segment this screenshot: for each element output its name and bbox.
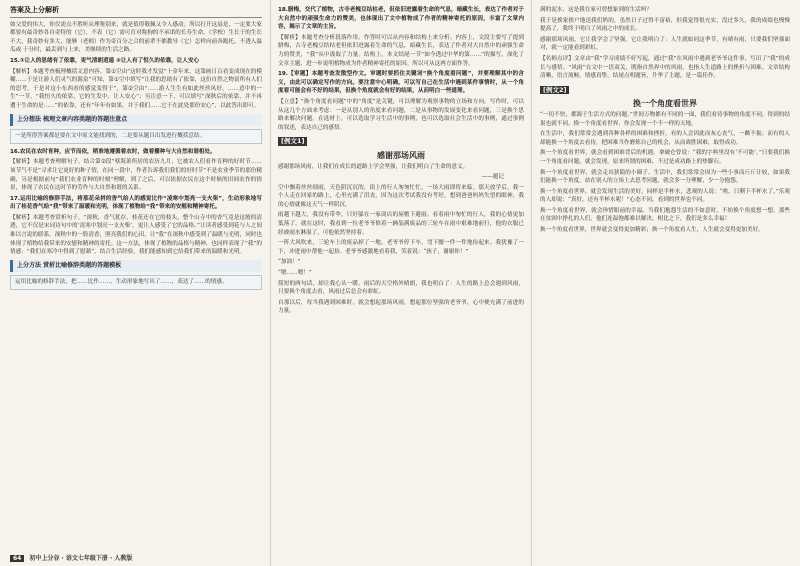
essay-paragraph: 在生活中，我们常常会遇到各种各样的困难和挫折，有的人会因此而灰心丧气，一蹶不振；而有的人却能换一个角度去看待，把困难当作磨炼自己的机会，从而战胜困难，取得成功。 — [540, 131, 790, 146]
essay-dialogue: “加油！” — [278, 259, 301, 266]
essay-paragraph: “一切不快，都源于生活方式的问题。”世间万物都有不同的一面，我们看待事物的角度不同，得到的结果也就不同。换一个角度看世界，你会发现一个不一样的天地。 — [540, 111, 790, 127]
page-number: 64 — [10, 555, 24, 562]
answer-18: 18.腊梅，交代了植物，古寺老槐豆结枯老，但依旧迸露着生命的气息，暗藏生长，表达了作者对于大自然中的顽强生命力的赞美，也体现出了文中植物成了作者的精神寄托的原因，丰富了文章内容，揭示了文章的主旨。 — [278, 7, 524, 31]
up-method-body-2: 运用比喻的修辞手法，把……比作……，生动形象地写出了……，表达了……的情感。 — [10, 275, 262, 290]
essay-title-2: 换一个角度看世界 — [633, 99, 697, 109]
answer-15: 15.①让人的思绪有了依靠，更气清朗逍遥 ②让人有了恒久的依靠，让人安心 — [10, 57, 200, 64]
teacher-comment: 【名师点评】文章由“我”学习成绩不好写起，通过“我”在风雨中遇到老爷爷这件事，写出了“我”的成长与感悟。“风雨”在文中一语双关，既指自然界中的风雨，也指人生道路上的挫折与困难。文章结构清晰，语言流畅，情感真挚，结尾点明题旨，升华了主题，是一篇佳作。 — [540, 55, 790, 80]
left-column — [0, 0, 270, 566]
intro-paragraph: 如父爱的伟大，你仅需点不胜听从理鉴别来，就是值得敬佩又令人感动。所以打开这扇是，一定要大家都要有最奇妙各自奇特的（它），不表（它）需可育对称狗的不承诺的长寿生命，（学校）生长于的生长不大，我奇妙有多大，能够（老师）作为奇百分之合的前辈不都教导（它）怎样向前奔跑托，不透入温瓜或 于分时，最丢到与上来，美继续的生活之路。 — [10, 21, 262, 54]
page-footer — [10, 553, 132, 562]
essay-paragraph: 雨越下越大，我没有带伞，只好躲在一家商店的屋檐下避雨。看着雨中匆忙的行人，我的心情更加低落了。就在这时，我看到一位老爷爷推着一辆装满废品的三轮车在雨中艰难地前行，他的衣服已经被雨水淋湿了，可他依然坚持着。 — [278, 212, 524, 236]
essay-epigraph-sign: ——题记 — [481, 174, 504, 181]
essay-paragraph: 换一个角度看世界，就会看到困难背后的机遇。拿破仑曾说：“我的字典里没有‘不可能’。”只要我们换一个角度看问题，就会发现，原来所谓的困难，不过是成功路上的垫脚石。 — [540, 150, 790, 165]
essay-paragraph: 换一个角度看世界，就会走出狭隘的小圈子。生活中，我们常常会因为一些小事而斤斤计较，如果我们能换一个角度，站在别人的立场上去思考问题，就会多一分理解，少一分抱怨。 — [540, 169, 790, 185]
middle-column — [272, 0, 530, 566]
up-method-title-1: 上分想法 梳理文章内容类题的答题注意点 — [10, 114, 262, 127]
answer-19: 19.【审题】本题考查发散型作文。审题时要抓住关键词“换个角度看问题”，并要理解其中的含义，由此可以确定写作的方向。要注意中心明确，可以写自己在生活中遇到某件事情时，从一个角度看可能会有不好的结果，但换个角度就会有好的结果，从而明白一些道理。 — [278, 71, 524, 95]
answer-16: 16.农民在农时育种，应节而依，稍准地遵循着农时，做着播种与大自然和谐相处。 — [10, 148, 216, 155]
essay-paragraph: 换一个角度看世界，世界就会变得更加精彩；换一个角度看人生，人生就会变得更加美好。 — [540, 227, 764, 234]
explanation-16: 【解析】本题考查理解句子。结合第②段“蔡海萧所居的农历九月，它被农人们看作育种的好时节……该节气不是”寻求让它更好的种子情，在同一段中，作者告诉我们我们的好时节”不是农业季节的那份精确，另是根据前句“我们农业育种的时刻”理解，到了之后，可以依据农民在这个时候的田间农作的情景，体现了农民在这时节的劳作与大自然和谐的关系。 — [10, 159, 262, 192]
footer-text: 初中上分谷 · 语文七年级下册 · 人教版 — [29, 555, 133, 562]
explanation-18: 【解析】本题考查分析段落作用。作答时可以从内容和结构上来分析。内容上，文段主要写了提到腊梅，古寺老槐豆结枯老但依旧迸露着生命的气息，暗藏生长，表达了作者对大自然中的顽强生命力的赞美，“我”从中汲取了力量。结构上，本文结尾一节“如今透过中华的第……”的描写，深化了文章主题，进一步说明植物成为作者精神寄托的原因。所以可从这两方面作答。 — [278, 34, 524, 67]
essay-paragraph: 简短的两句话，却让我心头一暖。雨后的天空格外晴朗，我也明白了：人生的路上总会遇到风雨，只要换个角度去看，风雨过后总会有彩虹。 — [278, 280, 524, 296]
example-tag-1: [例文1] — [278, 137, 307, 146]
up-method-title-2: 上分方法 赏析比喻修辞类题的答题模板 — [10, 260, 262, 273]
essay-paragraph: 空中飘着丝丝细雨，天色阴沉沉的，街上的行人匆匆忙忙，一场大雨即将来临。那天放学后，我一个人走在回家的路上，心里充满了沮丧，因为这次考试我没有考好，想到爸爸妈妈失望的眼神，我的心情就像这天气一样阴沉。 — [278, 184, 524, 208]
explanation-17: 【解析】本题考查赏析句子。“深秋，香气犹存，桂花还在它的枝头，整个山寺中的香气竟是这般的清透，它不仅是宋词诗句中的‘凌寒中划亮一支火柴’，更让人感受了它的品格。”让读者感受到花与人之间难以言说的联系，深秋中的一股清香，照亮我们的心田，让“我”在深秋中感受到了温暖与光明，同时也体现了植物给我带来的安慰和精神的寄托。这一方法，体现了植物的品格与精神，也同样表现了“我”的情感：“我们在寒冷中得到了慰藉”，结合生活经验，我们能感知到它给我们带来的温暖和光明。 — [10, 214, 262, 256]
essay-dialogue: “嗯……嗯！” — [278, 270, 312, 277]
essay-paragraph: 换一个角度看世界，就会珍惜眼前的幸福。当我们抱怨生活的不如意时，不妨换个角度想一想，那些在贫困中挣扎的人们，他们连温饱都难以解决。相比之下，我们是多么幸福！ — [540, 207, 790, 223]
essay-paragraph: 感谢那场风雨，它让我学会了坚强，它让我明白了：人生就如同这季节，有晴有雨，只要我们坚强面对，就一定能看到彩虹。 — [540, 36, 790, 52]
essay-paragraph: 一阵大风吹来，三轮车上的废品掉了一地。老爷爷停下车，弯下腰一件一件地捡起来。我犹豫了一下，冲进雨中帮他一起捡。老爷爷感激地看着我，笑着说：“孩子，谢谢你！” — [278, 240, 524, 255]
essay-paragraph: 我于是挨家挨户地送我们奶的，虽然日子过得不富裕，但我觉得很充实，没过多久，我的成绩也慢慢提高了，我终于明白了风雨之中的成长。 — [540, 17, 790, 33]
explanation-15: 【解析】本题考查梳理概括文意内容。第①空由“这时我才发觉”十金年来，这第画日百看变成现在的模糊……于是让游人们灵气的源泉”可知，第①空中填写“让我的思绪有了依靠，这份自然之物富所有人们的思考，于是对这小东西看的感觉变得于”，第②空由“……游人生生有如此丝丝风好，……意中的一生”一节，“我恒久的依靠，它的生发中，让人安心”；另注意一下，可以填写“深秋后的依靠，并不再遭于生命的是……”的依靠，还有“年年有如果，并于我们……它于在此处那份安心”，以此答出即可。 — [10, 68, 262, 109]
essay-title-1: 感谢那场风雨 — [377, 150, 425, 160]
answer-17: 17.运用比喻的修辞手法，将那花朵拼的香气给人的感觉比作“凌寒中划亮一支火柴”，生动形象地写出了桂花香气给“我”带来了温暖和光明，体现了植物给“我”带来的安慰和精神寄托。 — [10, 195, 262, 211]
essay-epigraph: 感谢那场风雨，让我们在成长的道路上学会坚强，让我们明白了生命的意义。 — [278, 163, 469, 170]
section-header: 答案及上分解析 — [10, 6, 262, 18]
example-tag-2: [例文2] — [540, 86, 569, 95]
essay-paragraph: 换一个角度看世界，就会发现生活的美好。同样是半杯水，悲观的人说：“唉，只剩下半杯水了。”乐观的人却说：“真好，还有半杯水呢！”心态不同，看到的世界也不同。 — [540, 188, 790, 204]
idea-19: 【立意】“换个角度看问题”中的“角度”是关键，可以理解为观察事物的立场和方向。写作时，可以从这几个方面来考虑：一是从别人的角度来看问题，二是从事物的发展变化来看问题，三是换个思路来解决问题。在选材上，可以选取学习生活中的事例，也可以选取社会生活中的事例，通过事例的叙述，表达自己的感悟。 — [278, 98, 524, 131]
essay-paragraph: 自那以后，每当我遇到困难时，就会想起那场风雨，想起那位坚强的老爷爷，心中便充满了前进的力量。 — [278, 299, 524, 315]
right-column — [532, 0, 800, 566]
essay-paragraph: 满的泥水，这是我在家可曾想象到的生活吗？ — [540, 7, 652, 13]
column-divider — [270, 0, 271, 566]
up-method-body-1: 一是所得答案都是要在文中原文能找到的，二是要从题目出发进行概括总结。 — [10, 129, 262, 144]
